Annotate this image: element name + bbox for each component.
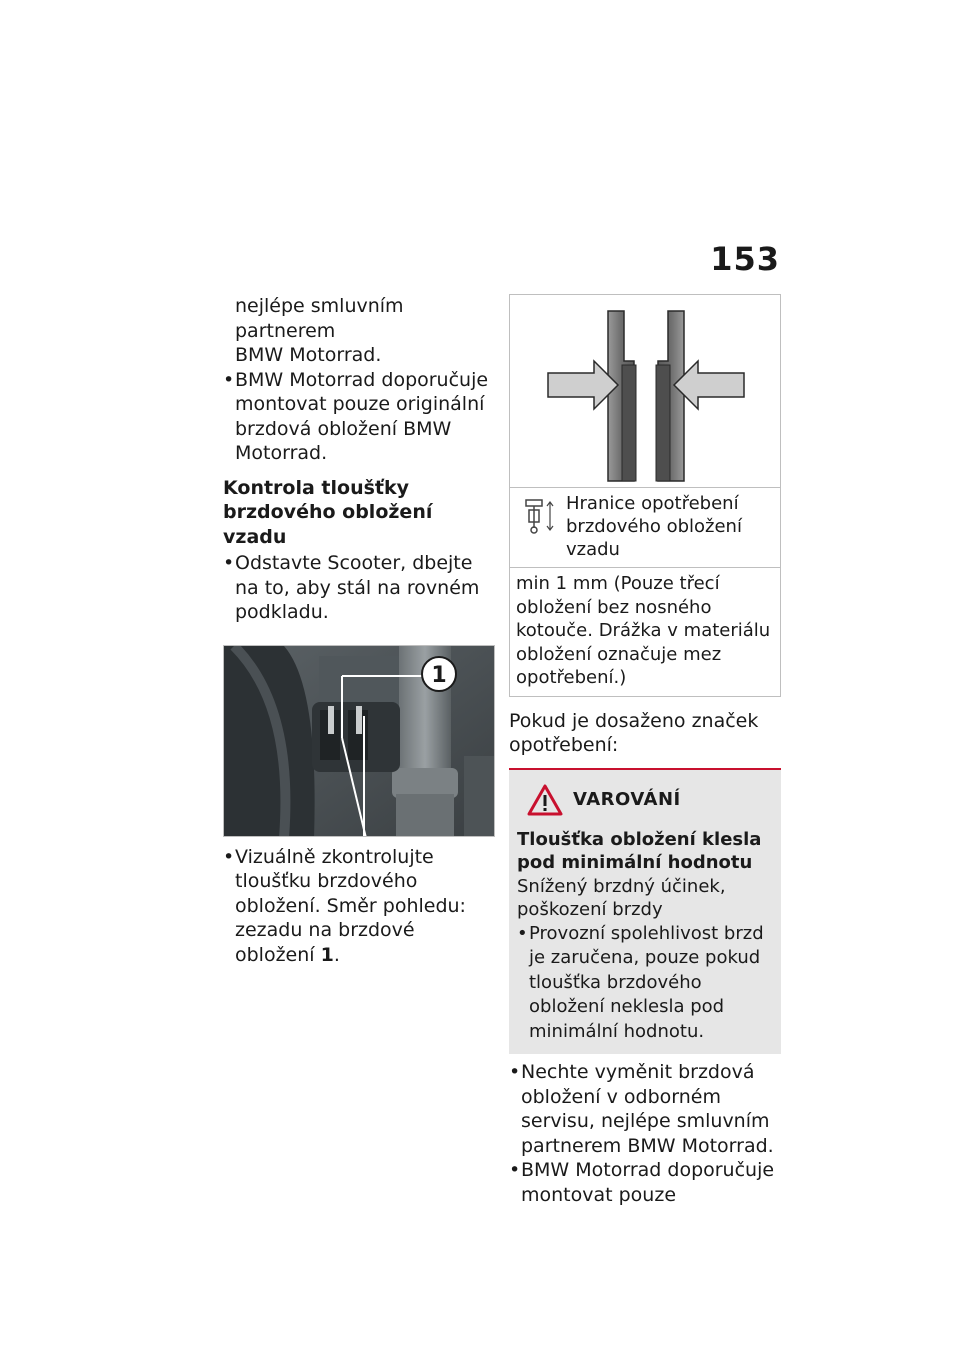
page-number: 153 xyxy=(710,240,780,278)
wear-marks-intro: Pokud je dosaženo značek opotřebení: xyxy=(509,709,759,756)
right-column xyxy=(509,294,781,1207)
warning-box xyxy=(509,768,781,1055)
intro-line-1: nejlépe smluvním partnerem xyxy=(235,295,404,342)
bullet-recommend-original: • BMW Motorrad doporučuje montovat pouze originální brzdová obložení BMW Motorrad. xyxy=(223,368,495,466)
brake-photo xyxy=(223,645,495,837)
brake-pad-diagram xyxy=(509,294,781,488)
left-column xyxy=(223,294,495,967)
warning-header xyxy=(527,784,773,816)
brake-wear-icon xyxy=(516,492,560,536)
bullet-visual-check-text: Vizuálně zkontrolujte tloušťku brzdového obložení. Směr pohledu: zezadu na brzdové obložení xyxy=(235,845,466,966)
bullet-visual-check xyxy=(223,845,495,968)
photo-callout-1: 1 xyxy=(431,662,447,688)
wear-limit-title: Hranice opotřebení brzdového obložení vzadu xyxy=(566,493,742,560)
warning-label: VAROVÁNÍ xyxy=(573,789,681,810)
bullet-recommend-original-2: • BMW Motorrad doporučuje montovat pouze xyxy=(509,1158,781,1207)
warning-title: Tloušťka obložení klesla pod minimální hodnotu xyxy=(517,828,762,873)
wear-limit-table xyxy=(509,488,781,697)
intro-line-2: BMW Motorrad. xyxy=(235,344,382,366)
bullet-visual-check-end: . xyxy=(333,943,340,966)
part-ref-1: 1 xyxy=(320,943,334,966)
warning-bullet: • Provozní spolehlivost brzd je zaručena, pouze pokud tloušťka brzdového obložení neklesla pod minimální hodnotu. xyxy=(517,922,773,1045)
wear-limit-header xyxy=(510,488,780,568)
wear-limit-value: min 1 mm (Pouze třecí obložení bez nosného kotouče. Drážka v materiálu obložení označuje mez opotřebení.) xyxy=(516,573,771,688)
bullet-replace-pads: • Nechte vyměnit brzdová obložení v odborném servisu, nejlépe smluvním partnerem BMW Motorrad. xyxy=(509,1060,781,1158)
warning-triangle-icon xyxy=(527,784,563,816)
warning-text: Snížený brzdný účinek, poškození brzdy xyxy=(517,875,726,920)
bullet-park-scooter: • Odstavte Scooter, dbejte na to, aby stál na rovném podkladu. xyxy=(223,551,495,625)
section-heading: Kontrola tloušťky brzdového obložení vzadu xyxy=(223,476,433,548)
